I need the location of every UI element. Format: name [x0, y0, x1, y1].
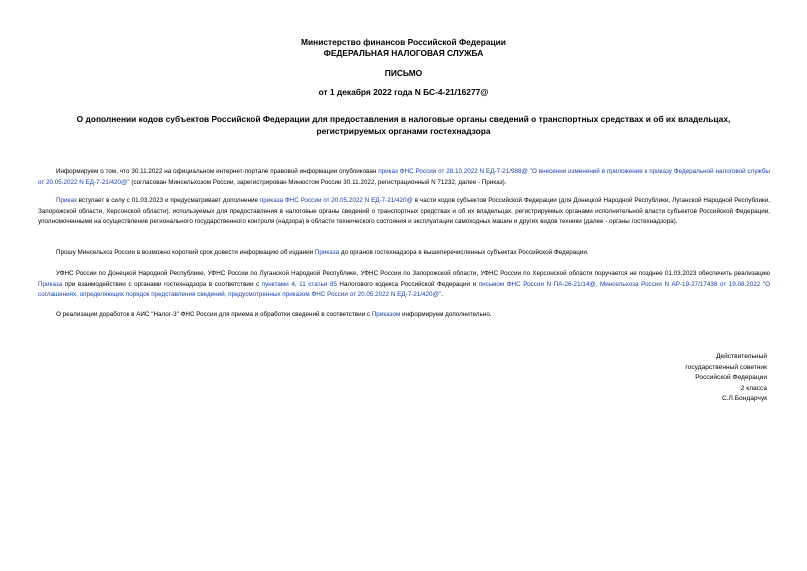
p3-text-1: Прошу Минсельхоз России в возможно короткий срок довести информацию об издании: [56, 249, 315, 256]
p5-text-2: информируем дополнительно.: [400, 311, 492, 318]
p5-text-1: О реализации доработок в АИС "Налог-3" ФНС России для приема и обработки сведений в соответствии с: [56, 311, 372, 318]
title-line-1: О дополнении кодов субъектов Российской Федерации для предоставления в налоговые органы сведений о транспортных средствах и об их владельцах,: [76, 114, 731, 124]
p3-order-link[interactable]: Приказа: [314, 249, 340, 256]
signature-line-2: государственный советник: [685, 363, 767, 371]
paragraph-5: [38, 310, 770, 321]
p4-text-5: .: [441, 291, 443, 298]
signature-block: [685, 352, 767, 405]
p5-order-link[interactable]: Приказом: [371, 311, 401, 318]
paragraph-2: [38, 196, 770, 228]
p2-text-2: в части кодов субъектов Российской Федерации (для Донецкой Народной Республики, Луганской Народной Республики, Запорожской области, Херсонской области), используемых для предоставления в налоговые органы сведений о транспортных средствах и об их владельцах, регистрируемых органами исполнительной власти субъектов Российской Федерации, уполномоченными на осуществление регионального государственного контроля (надзора) в области технического состояния и эксплуатации самоходных машин и других видов техники (далее - органы гостехнадзора).: [38, 197, 770, 225]
header-service: ФЕДЕРАЛЬНАЯ НАЛОГОВАЯ СЛУЖБА: [323, 48, 484, 58]
p4-text-4: Налогового кодекса Российской Федерации и: [336, 280, 479, 288]
p2-text-1: вступает в силу с 01.03.2023 и предусматривает дополнение: [76, 197, 260, 204]
title-line-2: регистрируемых органами гостехнадзора: [316, 126, 491, 136]
p4-text-2: при взаимодействии с органами гостехнадзора в соответствии с: [62, 280, 262, 288]
header-ministry: Министерство финансов Российской Федерации: [301, 37, 506, 47]
document-type: ПИСЬМО: [384, 68, 423, 78]
document-title: [40, 113, 767, 137]
p1-order-link[interactable]: приказ ФНС России от 28.10.2022 N ЕД-7-21/988@ "О внесении изменений в приложение к приказу Федеральной налоговой службы от 20.05.2022 N ЕД-7-21/420@": [38, 168, 770, 186]
p2-order-420-link[interactable]: приказа ФНС России от 20.05.2022 N ЕД-7-21/420@: [259, 197, 413, 204]
p4-article-link[interactable]: 11 статьи 85: [299, 280, 337, 288]
signatory-name: С.Л.Бондарчук: [721, 395, 767, 402]
p1-text-1: Информируем о том, что 30.11.2022 на официальном интернет-портале правовой информации опубликован: [56, 168, 379, 175]
p4-points-link[interactable]: пунктами 4: [261, 280, 295, 288]
p4-text-3: ,: [294, 280, 300, 288]
p4-order-link[interactable]: Приказа: [38, 280, 63, 288]
p4-letter-link[interactable]: письмом ФНС России N ПА-26-21/14@, Минсельхоза России N АР-19-27/17438 от 19.08.2022 "О соглашениях, определяющих порядок представления сведений, предусмотренных приказом ФНС России от 20.05.2022 N ЕД-7-21/420@": [38, 280, 770, 298]
paragraph-3: [38, 248, 770, 259]
paragraph-4: [38, 269, 770, 301]
p3-text-2: до органов гостехнадзора в вышеперечисленных субъектах Российской Федерации.: [339, 249, 589, 256]
paragraph-1: [38, 167, 770, 188]
p2-order-link[interactable]: Приказ: [56, 197, 77, 204]
document-date-number: от 1 декабря 2022 года N БС-4-21/16277@: [318, 87, 489, 97]
signature-line-1: Действительный: [715, 353, 767, 360]
p1-text-2: (согласован Минсельхозом России, зарегистрирован Минюстом России 30.11.2022, регистрационный N 71232, далее - Приказ).: [129, 178, 507, 186]
p4-text-1: УФНС России по Донецкой Народной Республике, УФНС России по Луганской Народной Республике, УФНС России по Запорожской области, УФНС России по Херсонской области поручается не позднее 01.03.2023 обеспечить реализацию: [56, 270, 770, 277]
signature-line-3: Российской Федерации: [695, 374, 767, 381]
signature-line-4: 2 класса: [740, 384, 767, 392]
